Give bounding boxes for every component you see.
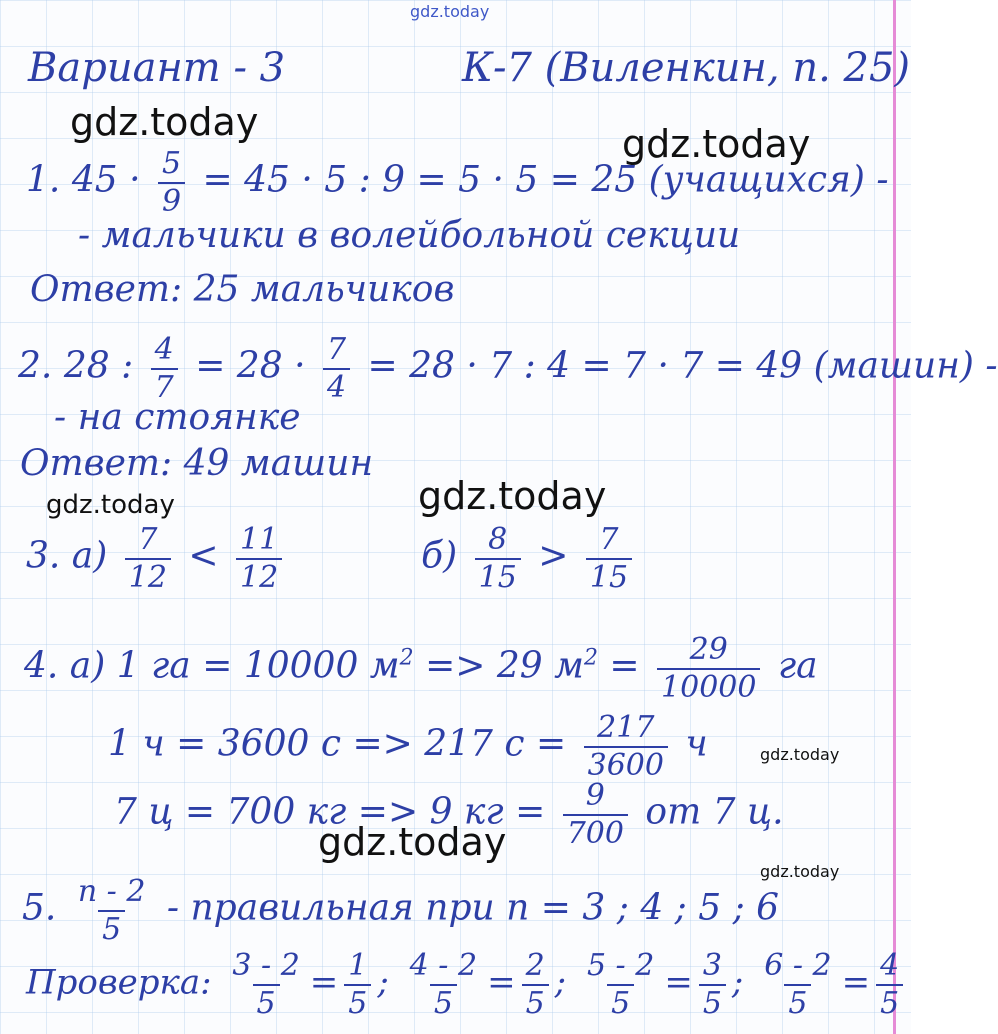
fraction-numerator: 5 - 2 [586,948,655,983]
task1-line2: - мальчики в волейбольной секции [78,215,741,256]
fraction-numerator: 217 [597,710,655,745]
source-reference: К-7 (Виленкин, п. 25) [462,45,911,91]
expression: = 28 · [195,345,306,387]
watermark: gdz.today [622,122,811,166]
fraction-numerator: 29 [689,632,728,667]
fraction-denominator: 5 [699,984,726,1020]
fraction-numerator: 3 [702,948,722,983]
expression: 45 · [71,159,141,201]
fraction [876,950,903,1019]
fraction-denominator: 5 [876,984,903,1020]
task4-line1 [24,634,818,703]
expression: 7 ц = 700 кг => 9 кг = [114,791,546,833]
fraction-denominator: 10000 [657,668,760,704]
variant-title: Вариант - 3 [28,45,286,91]
fraction-numerator: 4 [154,332,174,367]
expression: - правильная при n = 3 ; 4 ; 5 ; 6 [166,887,780,929]
task4-line2 [108,712,708,781]
task1-answer: Ответ: 25 мальчиков [30,269,455,310]
separator: ; [731,962,744,1003]
fraction [74,876,150,945]
expression: 1 га = 10000 м [116,645,400,687]
fraction-denominator: 15 [475,558,521,594]
expression: 1 ч = 3600 с => 217 с = [108,723,567,765]
fraction [760,950,835,1019]
watermark-top: gdz.today [410,2,490,21]
watermark: gdz.today [46,490,175,520]
fraction [236,524,282,593]
margin-line [893,0,896,1034]
unit: от 7 ц. [645,791,784,833]
fraction-denominator: 5 [522,984,549,1020]
equals-sign: = [487,962,516,1003]
watermark: gdz.today [760,745,840,764]
fraction-denominator: 5 [430,984,457,1020]
fraction-numerator: 7 [138,522,158,557]
fraction [125,524,171,593]
task-number: 2. [18,345,53,387]
subtask-label: б) [421,535,458,577]
fraction-numerator: 6 - 2 [764,948,832,983]
task4-line3 [114,780,784,849]
fraction [228,950,303,1019]
fraction-denominator: 5 [344,984,371,1020]
fraction-numerator: n - 2 [77,874,146,909]
fraction-denominator: 15 [586,558,632,594]
watermark: gdz.today [70,100,259,144]
fraction [657,634,760,703]
fraction [406,950,481,1019]
watermark: gdz.today [760,862,840,881]
fraction [699,950,726,1019]
separator: ; [554,962,567,1003]
fraction-numerator: 7 [326,332,347,367]
expression: = [609,645,640,687]
fraction-numerator: 9 [585,778,605,813]
watermark: gdz.today [318,820,507,864]
fraction [563,780,628,849]
fraction-numerator: 3 - 2 [232,948,300,983]
fraction-denominator: 12 [125,558,171,594]
fraction [475,524,521,593]
fraction-denominator: 3600 [584,746,668,782]
fraction [344,950,371,1019]
fraction-denominator: 4 [323,368,350,404]
fraction-numerator: 7 [599,522,619,557]
comparison-sign: < [188,535,219,577]
fraction [584,712,668,781]
comparison-sign: > [538,535,569,577]
task-number: 5. [22,887,57,929]
task3-line [26,524,638,593]
task2-answer: Ответ: 49 машин [20,443,374,484]
fraction [151,334,178,403]
task5-check [26,950,909,1019]
fraction [158,148,185,217]
expression: => 29 м [425,645,584,687]
watermark: gdz.today [418,474,607,518]
unit: ч [685,723,708,765]
fraction-denominator: 5 [784,984,811,1020]
fraction [522,950,549,1019]
equals-sign: = [841,962,871,1003]
fraction-denominator: 12 [236,558,282,594]
task2-line1 [18,334,998,403]
fraction-numerator: 4 - 2 [409,948,478,983]
separator: ; [377,962,389,1003]
fraction-denominator: 700 [563,814,628,850]
check-label: Проверка: [26,962,212,1003]
task-number: 3. а) [26,535,108,577]
fraction-denominator: 5 [98,910,125,946]
fraction [323,334,350,403]
fraction-numerator: 1 [348,948,368,983]
equals-sign: = [664,962,693,1003]
task2-line2: - на стоянке [54,397,301,438]
fraction-denominator: 9 [158,182,185,218]
fraction [586,524,632,593]
fraction-numerator: 2 [525,948,545,983]
expression: 28 : [63,345,134,387]
expression: = 45 · 5 : 9 = 5 · 5 = 25 (учащихся) - [202,159,889,201]
fraction-denominator: 5 [607,984,634,1020]
fraction-denominator: 5 [253,984,280,1020]
fraction-denominator: 7 [151,368,178,404]
fraction-numerator: 8 [488,522,508,557]
task1-line1 [26,148,889,217]
exponent: 2 [583,645,598,671]
task-number: 1. [26,159,61,201]
equals-sign: = [309,962,339,1003]
fraction-numerator: 5 [161,146,182,181]
fraction [583,950,658,1019]
unit: га [777,645,818,687]
fraction-numerator: 11 [240,522,279,557]
task5-line1 [22,876,779,945]
exponent: 2 [399,645,414,671]
expression: = 28 · 7 : 4 = 7 · 7 = 49 (машин) - [367,345,998,387]
fraction-numerator: 4 [880,948,900,983]
task-number: 4. а) [24,645,106,687]
